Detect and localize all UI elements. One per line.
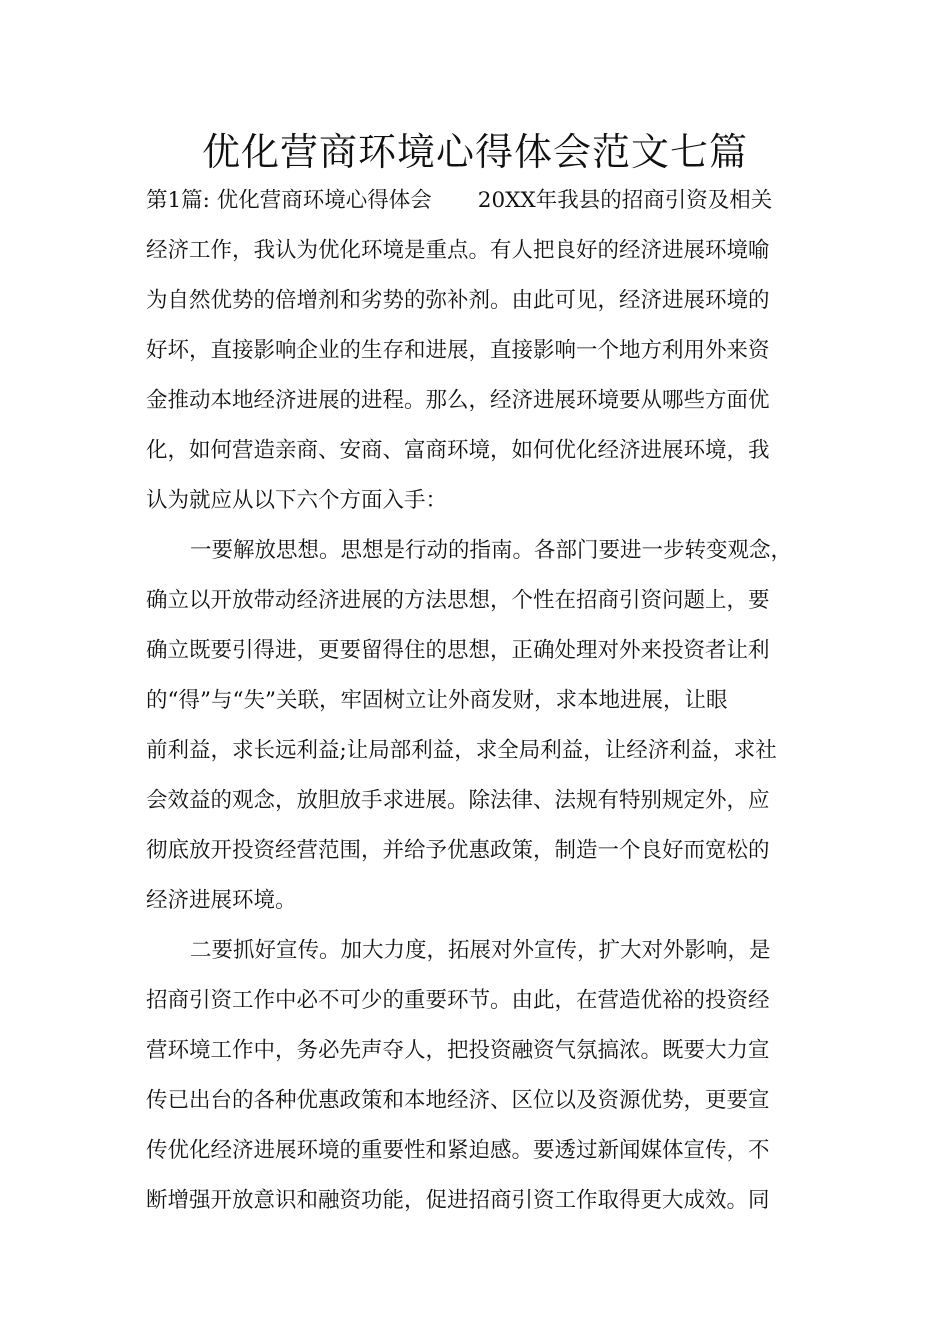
paragraph-line: 传优化经济进展环境的重要性和紧迫感。要透过新闻媒体宣传，不 [146,1138,770,1163]
paragraph-line: 确立既要引得进，更要留得住的思想，正确处理对外来投资者让利 [146,638,770,663]
paragraph-line: 金推动本地经济进展的进程。那么，经济进展环境要从哪些方面优 [146,388,770,413]
document-title: 优化营商环境心得体会范文七篇 [201,130,748,174]
paragraph-line: 认为就应从以下六个方面入手： [146,488,448,513]
section-heading: 第1篇: 优化营商环境心得体会 [146,188,432,213]
paragraph-line: 经济进展环境。 [146,888,297,913]
paragraph-line: 为自然优势的倍增剂和劣势的弥补剂。由此可见，经济进展环境的 [146,288,770,313]
paragraph-line: 经济工作，我认为优化环境是重点。有人把良好的经济进展环境喻 [146,238,770,263]
paragraph-line: 化，如何营造亲商、安商、富商环境，如何优化经济进展环境，我 [146,438,770,463]
paragraph-line: 前利益，求长远利益;让局部利益，求全局利益，让经济利益，求社 [146,738,777,763]
paragraph-line: 招商引资工作中必不可少的重要环节。由此，在营造优裕的投资经 [146,988,770,1013]
paragraph-line: 的“得”与“失”关联，牢固树立让外商发财，求本地进展，让眼 [146,688,728,713]
paragraph-line: 好坏，直接影响企业的生存和进展，直接影响一个地方利用外来资 [146,338,770,363]
paragraph-line: 一要解放思想。思想是行动的指南。各部门要进一步转变观念， [190,538,793,563]
paragraph-line: 传已出台的各种优惠政策和本地经济、区位以及资源优势，更要宣 [146,1088,770,1113]
paragraph-line: 断增强开放意识和融资功能，促进招商引资工作取得更大成效。同 [146,1188,770,1213]
paragraph-line: 营环境工作中，务必先声夺人，把投资融资气氛搞浓。既要大力宣 [146,1038,770,1063]
paragraph-line: 确立以开放带动经济进展的方法思想，个性在招商引资问题上，要 [146,588,770,613]
paragraph-line [146,186,836,216]
paragraph-line: 彻底放开投资经营范围，并给予优惠政策，制造一个良好而宽松的 [146,838,770,863]
line-text: 20XX年我县的招商引资及相关 [477,188,773,213]
paragraph-line: 二要抓好宣传。加大力度，拓展对外宣传，扩大对外影响，是 [190,938,771,963]
paragraph-line: 会效益的观念，放胆放手求进展。除法律、法规有特别规定外，应 [146,788,770,813]
